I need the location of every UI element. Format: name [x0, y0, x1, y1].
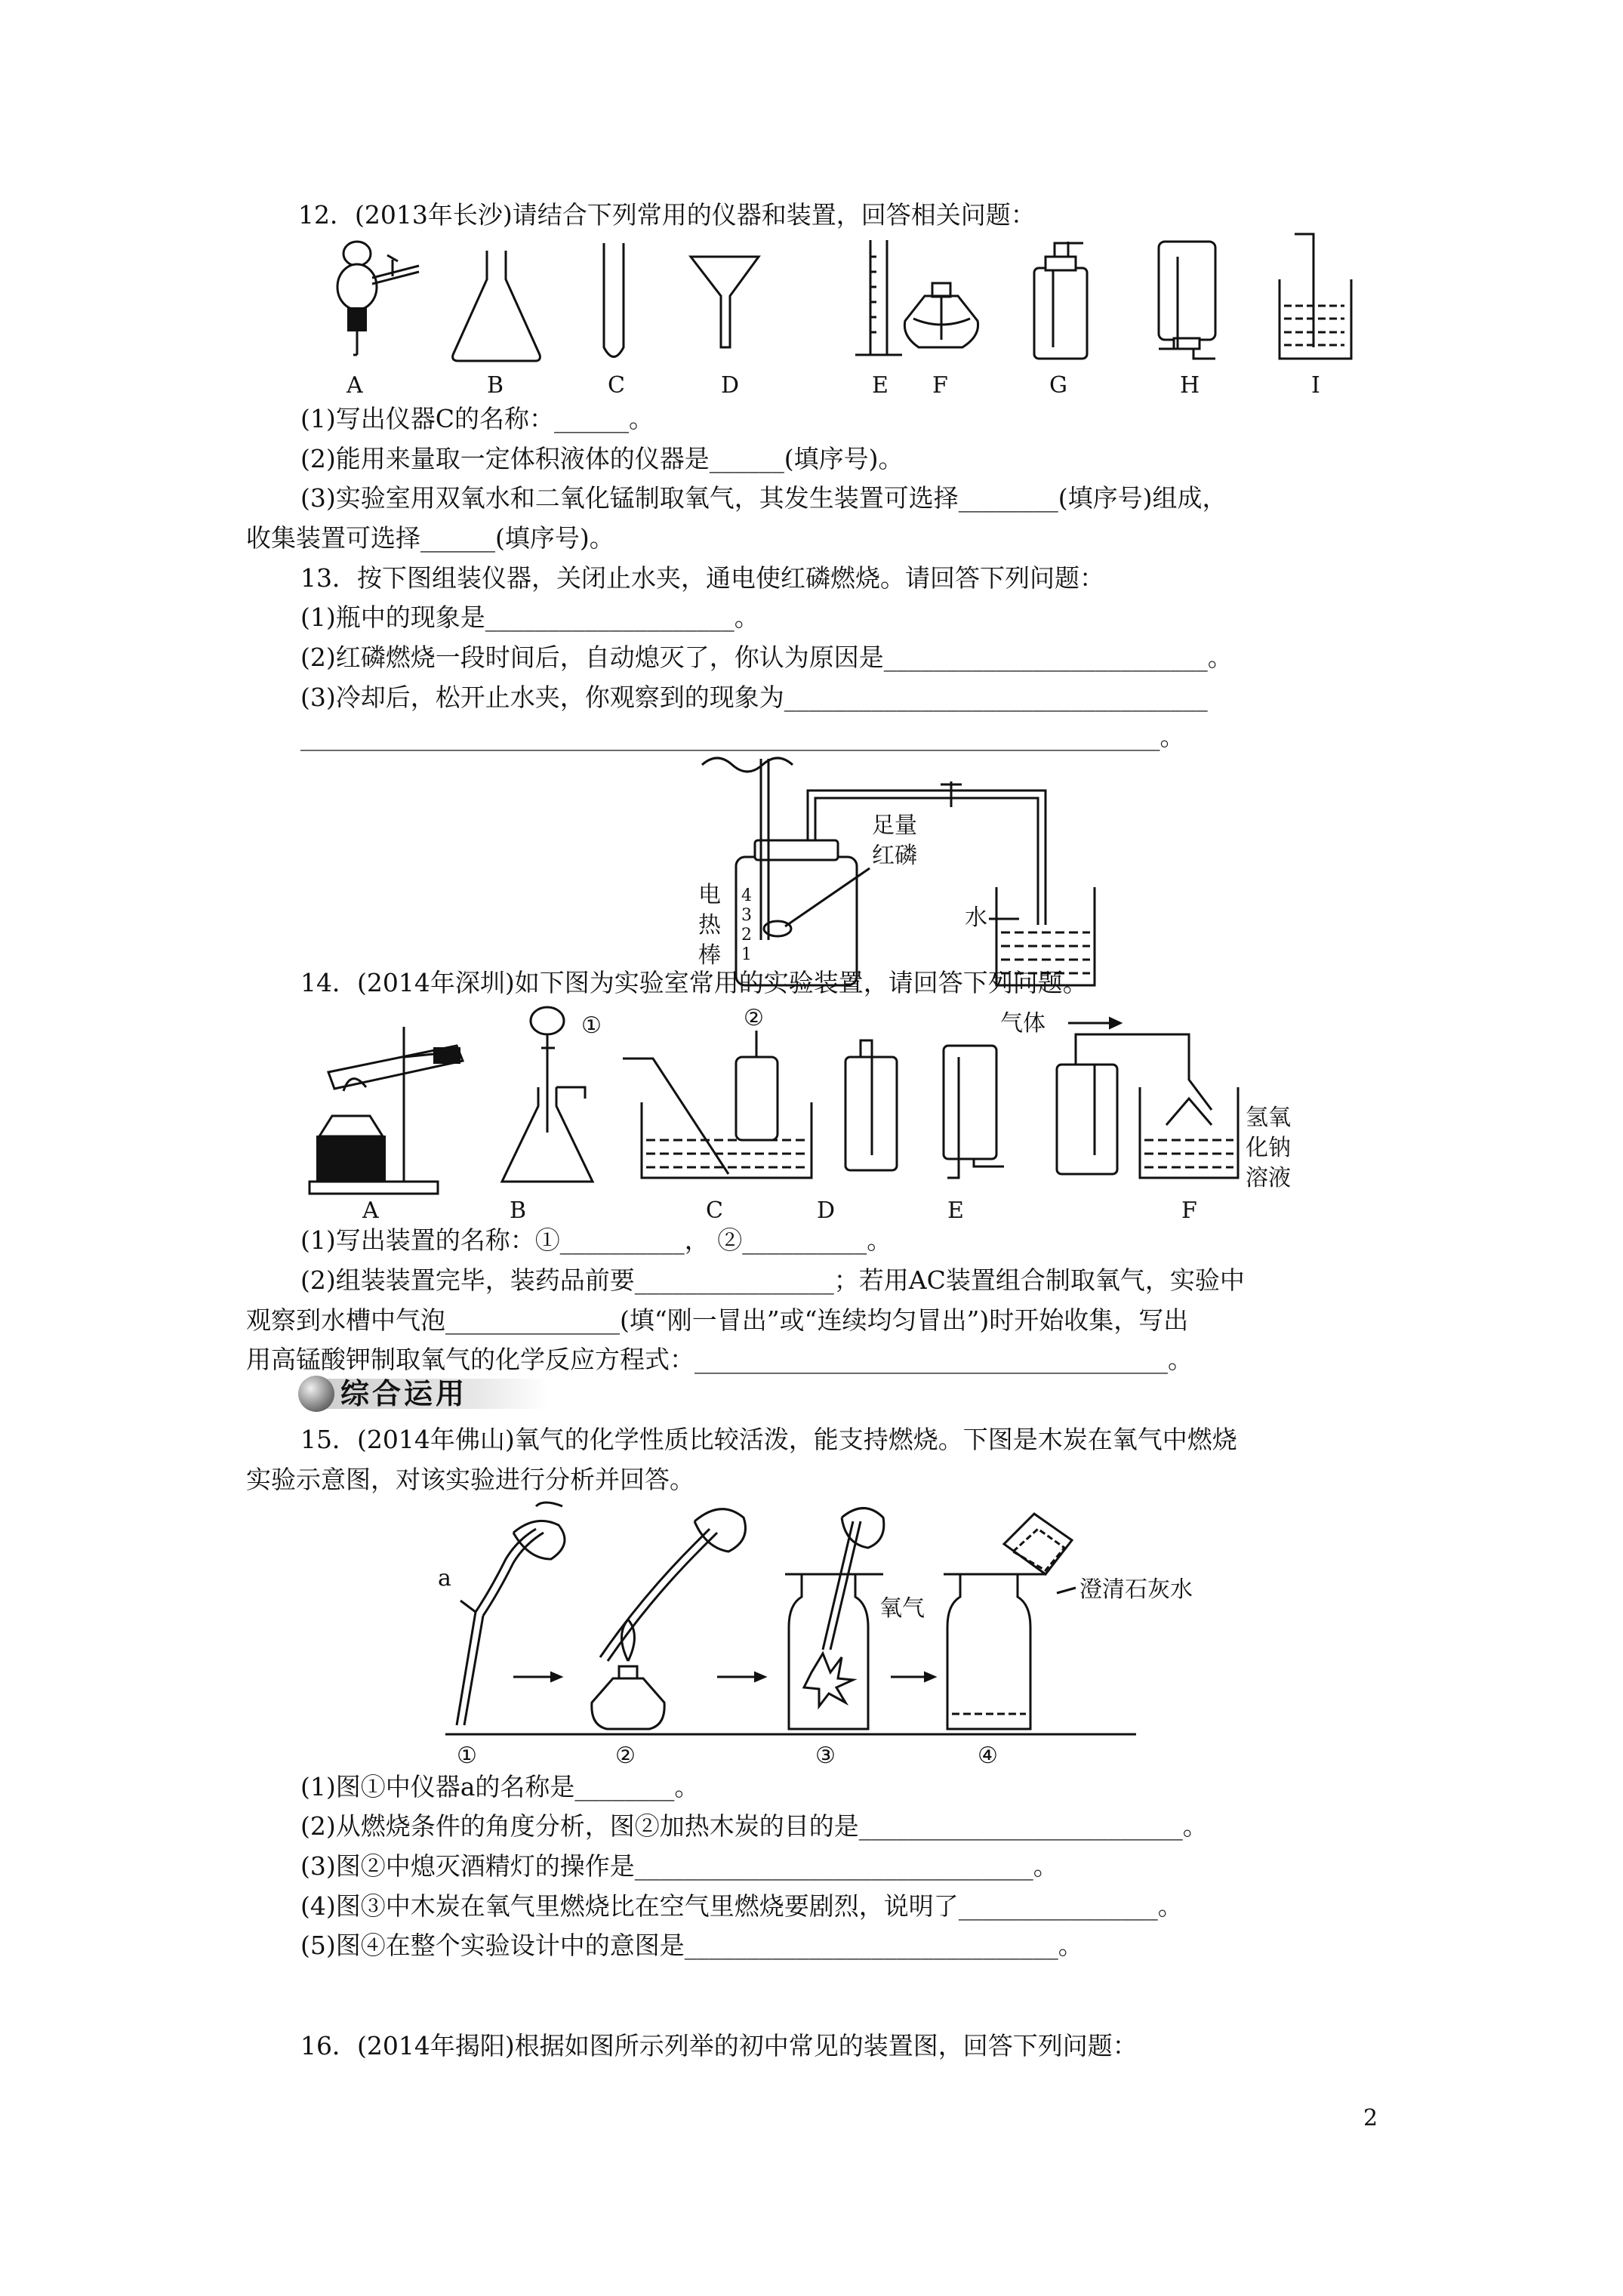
q13-label-phosphorus-1: 足量	[872, 812, 917, 839]
q14-part2-line3: 用高锰酸钾制取氧气的化学反应方程式：______________________________________。	[246, 1345, 1193, 1374]
page-number: 2	[1363, 2105, 1378, 2131]
q15-stem-line2: 实验示意图，对该实验进行分析并回答。	[246, 1465, 694, 1494]
q14-apparatus-figure	[298, 1004, 1431, 1223]
q14-label-c: C	[706, 1197, 723, 1224]
q15-step-label-1: ①	[457, 1743, 477, 1769]
q15-part1: (1)图①中仪器a的名称是________。	[300, 1772, 700, 1801]
q15-experiment-figure	[430, 1499, 1230, 1771]
q12-instrument-h	[1159, 242, 1215, 359]
q15-stem-line1: 15．(2014年佛山)氧气的化学性质比较活泼，能支持燃烧。下图是木炭在氧气中燃烧	[300, 1425, 1237, 1454]
q13-label-phosphorus-2: 红磷	[872, 843, 917, 869]
q14-apparatus-f	[1057, 1018, 1238, 1178]
q13-scale-3: 3	[741, 906, 752, 925]
q12-instrument-d	[691, 257, 759, 347]
q14-label-a: A	[362, 1197, 379, 1224]
q16-stem: 16．(2014年揭阳)根据如图所示列举的初中常见的装置图，回答下列问题：	[300, 2031, 1138, 2060]
q14-naoh-3: 溶液	[1246, 1165, 1291, 1191]
q12-label-g: G	[1049, 372, 1067, 399]
q13-part3-line1: (3)冷却后，松开止水夹，你观察到的现象为__________________________________	[300, 683, 1208, 712]
q13-part1: (1)瓶中的现象是____________________。	[300, 603, 759, 632]
q15-part4: (4)图③中木炭在氧气里燃烧比在空气里燃烧要剧烈，说明了________________。	[300, 1891, 1183, 1921]
q14-apparatus-d	[845, 1040, 897, 1170]
section-banner	[298, 1374, 547, 1413]
q14-circle-1: ①	[581, 1012, 602, 1039]
q12-label-d: D	[721, 372, 740, 399]
q12-instrument-g	[1034, 242, 1087, 359]
q15-part3: (3)图②中熄灭酒精灯的操作是________________________________。	[300, 1851, 1058, 1881]
q13-stem: 13．按下图组装仪器，关闭止水夹，通电使红磷燃烧。请回答下列问题：	[300, 563, 1104, 593]
q14-circle-2: ②	[744, 1005, 764, 1031]
q14-apparatus-b	[502, 1007, 593, 1182]
q15-step-4	[944, 1514, 1076, 1729]
q15-label-limewater: 澄清石灰水	[1079, 1576, 1193, 1603]
q15-step-3	[785, 1509, 884, 1730]
q13-scale-2: 2	[741, 926, 752, 945]
q12-label-i: I	[1311, 372, 1320, 399]
q14-label-d: D	[817, 1197, 836, 1224]
q14-apparatus-c	[623, 1031, 812, 1178]
q13-label-electric-rod-3: 棒	[698, 942, 721, 969]
q12-label-b: B	[487, 372, 504, 399]
section-banner-ball-icon	[298, 1376, 334, 1412]
q12-instrument-i	[1280, 234, 1351, 359]
q12-instrument-b	[453, 251, 540, 361]
q15-step-label-4: ④	[978, 1743, 998, 1769]
q13-label-electric-rod-2: 热	[698, 912, 721, 938]
q12-label-a: A	[346, 372, 363, 399]
q12-label-e: E	[872, 372, 888, 399]
q14-gas-label: 气体	[1000, 1010, 1046, 1037]
q14-part1: (1)写出装置的名称：①__________， ②__________。	[300, 1225, 892, 1255]
q13-part3-line2: _____________________________________________________________________。	[300, 722, 1185, 751]
q14-part2-line1: (2)组装装置完毕，装药品前要________________；若用AC装置组合制取氧气，实验中	[300, 1265, 1245, 1295]
q15-part2: (2)从燃烧条件的角度分析，图②加热木炭的目的是__________________________。	[300, 1811, 1208, 1841]
q12-part3-line1: (3)实验室用双氧水和二氧化锰制取氧气，其发生装置可选择________(填序号)组成，	[300, 483, 1227, 513]
q15-label-a: a	[438, 1565, 451, 1592]
q14-stem: 14．(2014年深圳)如下图为实验室常用的实验装置，请回答下列问题。	[300, 968, 1088, 997]
q14-apparatus-e	[944, 1046, 1004, 1178]
q12-label-f: F	[932, 372, 948, 399]
q12-stem: 12．(2013年长沙)请结合下列常用的仪器和装置，回答相关问题：	[298, 200, 1036, 230]
section-banner-title: 综合运用	[340, 1377, 468, 1410]
q14-label-f: F	[1181, 1197, 1197, 1224]
q15-part5: (5)图④在整个实验设计中的意图是______________________________。	[300, 1931, 1083, 1960]
q12-label-c: C	[608, 372, 625, 399]
q15-step-label-2: ②	[615, 1743, 636, 1769]
q12-instrument-c	[604, 243, 624, 357]
q14-naoh-1: 氢氧	[1246, 1105, 1291, 1131]
q12-instrument-f	[904, 283, 978, 347]
q12-instrument-a	[337, 242, 419, 355]
q14-label-b: B	[510, 1197, 527, 1224]
q12-part1: (1)写出仪器C的名称：______。	[300, 404, 654, 433]
q12-instruments-figure	[298, 234, 1431, 430]
q13-scale-1: 1	[741, 945, 752, 964]
q12-instrument-e	[855, 240, 902, 355]
q14-apparatus-a	[310, 1027, 463, 1194]
q13-apparatus-figure	[694, 751, 1117, 1000]
q13-label-electric-rod-1: 电	[698, 882, 721, 908]
q15-step-label-3: ③	[815, 1743, 836, 1769]
q12-part2: (2)能用来量取一定体积液体的仪器是______(填序号)。	[300, 444, 904, 473]
q15-label-oxygen: 氧气	[879, 1595, 925, 1622]
q14-label-e: E	[947, 1197, 964, 1224]
q13-label-water: 水	[965, 905, 987, 931]
q13-scale-4: 4	[741, 886, 752, 905]
q15-step-2	[592, 1509, 746, 1729]
q13-part2: (2)红磷燃烧一段时间后，自动熄灭了，你认为原因是__________________________。	[300, 643, 1233, 672]
q12-label-h: H	[1180, 372, 1200, 399]
q12-part3-line2: 收集装置可选择______(填序号)。	[246, 523, 614, 553]
q15-step-1	[457, 1502, 565, 1725]
q14-part2-line2: 观察到水槽中气泡______________(填“刚一冒出”或“连续均匀冒出”)时开始收集，写出	[246, 1305, 1189, 1335]
q12-label-row	[346, 372, 1320, 399]
q14-naoh-2: 化钠	[1246, 1135, 1291, 1161]
